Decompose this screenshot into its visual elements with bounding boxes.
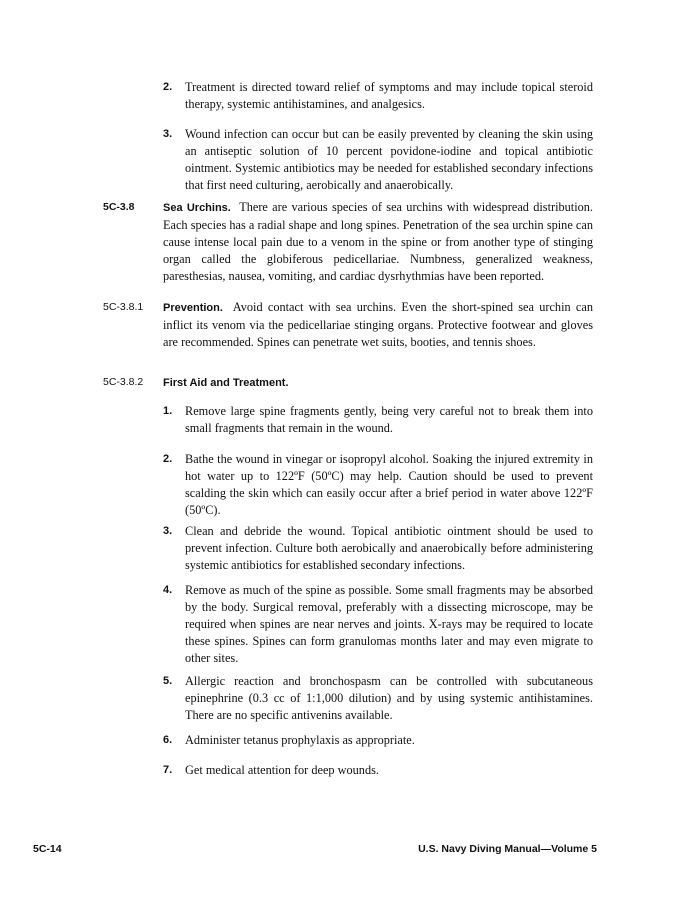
item-number: 2.	[163, 453, 173, 465]
section-body	[163, 199, 593, 285]
subsection-body	[163, 374, 593, 392]
item-text: Allergic reaction and bronchospasm can be controlled with subcutaneous epinephrine (0.3 cc of 1:1,000 dilution) and by using systemic antihistamines. There are no specific antivenins available.	[185, 674, 593, 722]
list-item-first-aid-3	[163, 523, 593, 574]
item-text: Remove large spine fragments gently, being very careful not to break them into small fragments that remain in the wound.	[185, 404, 593, 435]
list-item-top-3	[163, 126, 593, 194]
item-text: Clean and debride the wound. Topical antibiotic ointment should be used to prevent infection. Culture both aerobically and anaerobically before administering systemic antibiotics for established secondary infections.	[185, 524, 593, 572]
item-number: 7.	[163, 764, 173, 776]
item-text: Wound infection can occur but can be easily prevented by cleaning the skin using an antiseptic solution of 10 percent povidone-iodine and topical antibiotic ointment. Systemic antibiotics may be needed for established secondary infections that first need culturing, aerobically and anaerobically.	[185, 127, 593, 192]
item-text: Remove as much of the spine as possible. Some small fragments may be absorbed by the body. Surgical removal, preferably with a dissecting microscope, may be required when spines are near nerves and joints. X-rays may be required to locate these spines. Spines can form granulomas months later and may even migrate to other sites.	[185, 583, 593, 665]
item-text: Treatment is directed toward relief of symptoms and may include topical steroid therapy, systemic antihistamines, and analgesics.	[185, 80, 593, 111]
subsection-body	[163, 299, 593, 351]
list-item-first-aid-7	[163, 762, 593, 779]
item-number: 3.	[163, 525, 173, 537]
item-text: Bathe the wound in vinegar or isopropyl alcohol. Soaking the injured extremity in hot water up to 122ºF (50ºC) may help. Caution should be used to prevent scalding the skin which can easily occur after a brief period in water above 122ºF (50ºC).	[185, 452, 593, 517]
subsection-number: 5C-3.8.2	[103, 376, 144, 388]
item-number: 1.	[163, 405, 173, 417]
section-number: 5C-3.8	[103, 201, 135, 213]
footer-page-number: 5C-14	[33, 843, 62, 855]
subsection-title: First Aid and Treatment.	[163, 377, 289, 389]
item-number: 3.	[163, 128, 173, 140]
footer-manual-title: U.S. Navy Diving Manual—Volume 5	[418, 843, 597, 855]
item-text: Administer tetanus prophylaxis as appropriate.	[185, 733, 415, 747]
item-text: Get medical attention for deep wounds.	[185, 763, 379, 777]
list-item-top-2	[163, 79, 593, 113]
subsection-number: 5C-3.8.1	[103, 301, 144, 313]
section-sea-urchins	[103, 199, 593, 285]
list-item-first-aid-5	[163, 673, 593, 724]
subsection-title: Prevention.	[163, 302, 223, 314]
section-title: Sea Urchins.	[163, 202, 231, 214]
section-text: There are various species of sea urchins with widespread distribution. Each species has a radial shape and long spines. Penetration of the sea urchin spine can cause intense local pain due to a venom in the spine or from another type of stinging organ called the globiferous pedicellariae. Numbness, generalized weakness, paresthesias, nausea, vomiting, and cardiac dysrhythmias have been reported.	[163, 200, 593, 283]
item-number: 2.	[163, 81, 173, 93]
subsection-prevention	[103, 299, 593, 351]
subsection-first-aid	[103, 374, 593, 392]
item-number: 4.	[163, 584, 173, 596]
list-item-first-aid-6	[163, 732, 593, 749]
list-item-first-aid-4	[163, 582, 593, 667]
item-number: 5.	[163, 675, 173, 687]
subsection-text: Avoid contact with sea urchins. Even the short-spined sea urchin can inflict its venom via the pedicellariae stinging organs. Protective footwear and gloves are recommended. Spines can penetrate wet suits, booties, and tennis shoes.	[163, 300, 593, 349]
item-number: 6.	[163, 734, 173, 746]
list-item-first-aid-2	[163, 451, 593, 519]
list-item-first-aid-1	[163, 403, 593, 437]
